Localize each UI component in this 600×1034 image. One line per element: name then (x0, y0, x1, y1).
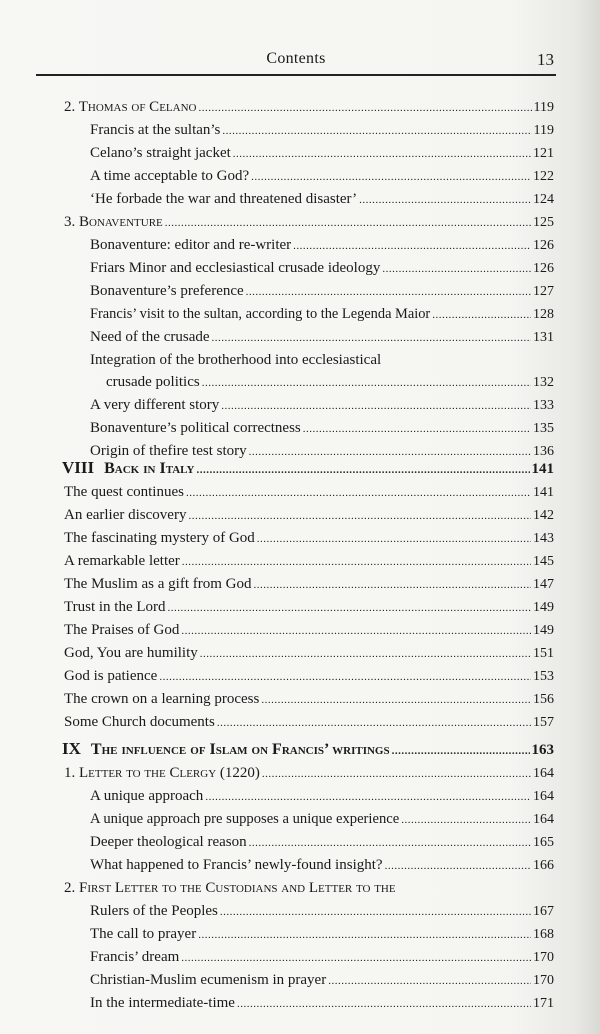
toc-section-heading-line1: 2. First Letter to the Custodians and Letter to the (64, 880, 396, 896)
toc-entry: ‘He forbade the war and threatened disaster’ ..... 124 (90, 188, 554, 210)
toc-chapter-heading: IX The influence of Islam on Francis’ writings ..... 163 (62, 738, 554, 760)
toc-entry: Celano’s straight jacket ..... 121 (90, 142, 554, 164)
toc-entry: Bonaventure: editor and re-writer ..... 126 (90, 234, 554, 256)
toc-entry-line1: Integration of the brotherhood into ecclesiastical (90, 352, 382, 368)
chapter-number: VIII (62, 458, 95, 477)
chapter-title: The influence of Islam on Francis’ writings (90, 741, 390, 758)
chapter-number: IX (62, 739, 81, 758)
toc-entry: Some Church documents ..... 157 (64, 711, 554, 733)
toc-entry: A time acceptable to God? ..... 122 (90, 165, 554, 187)
toc-entry: The Praises of God ..... 149 (64, 619, 554, 641)
toc-entry: A very different story ..... 133 (90, 394, 554, 416)
toc-entry: Francis at the sultan’s ..... 119 (90, 119, 554, 141)
toc-entry: The crown on a learning process ..... 156 (64, 688, 554, 710)
toc-chapter-heading: VIII Back in Italy ..... 141 (62, 457, 554, 479)
toc-entry: Bonaventure’s preference ..... 127 (90, 280, 554, 302)
toc-entry: The fascinating mystery of God ..... 143 (64, 527, 554, 549)
toc-entry: A unique approach pre supposes a unique experience ..... 164 (90, 808, 554, 830)
toc-entry: Origin of thefire test story ..... 136 (90, 440, 554, 462)
toc-entry: Francis’ dream ..... 170 (90, 946, 554, 968)
toc-section-heading: 1. Letter to the Clergy (1220) ..... 164 (64, 762, 554, 784)
toc-entry: An earlier discovery ..... 142 (64, 504, 554, 526)
toc-entry: Trust in the Lord ..... 149 (64, 596, 554, 618)
toc-entry: Friars Minor and ecclesiastical crusade ideology ..... 126 (90, 257, 554, 279)
header-page-number: 13 (537, 50, 554, 69)
toc-entry: A remarkable letter ..... 145 (64, 550, 554, 572)
toc-section-heading: 2. Thomas of Celano ..... 119 (64, 96, 554, 118)
toc-entry: What happened to Francis’ newly-found insight? ..... 166 (90, 854, 554, 876)
toc-entry: Francis’ visit to the sultan, according to the Legenda Maior ..... 128 (90, 303, 554, 325)
toc-entry: The quest continues ..... 141 (64, 481, 554, 503)
running-header (36, 46, 556, 76)
toc-entry: God is patience ..... 153 (64, 665, 554, 687)
toc-section-heading: 3. Bonaventure ..... 125 (64, 211, 554, 233)
toc-entry: The Muslim as a gift from God ..... 147 (64, 573, 554, 595)
toc-entry: Need of the crusade ..... 131 (90, 326, 554, 348)
header-title: Contents (266, 50, 326, 67)
chapter-title: Back in Italy (104, 460, 195, 477)
toc-entry: In the intermediate-time ..... 171 (90, 992, 554, 1014)
toc-entry: Christian-Muslim ecumenism in prayer ..... 170 (90, 969, 554, 991)
toc-entry: A unique approach ..... 164 (90, 785, 554, 807)
toc-entry: Deeper theological reason ..... 165 (90, 831, 554, 853)
toc-entry: Bonaventure’s political correctness ..... 135 (90, 417, 554, 439)
toc-entry: crusade politics ..... 132 (106, 371, 554, 393)
toc-entry: The call to prayer ..... 168 (90, 923, 554, 945)
toc-entry: Rulers of the Peoples ..... 167 (90, 900, 554, 922)
toc-entry: God, You are humility ..... 151 (64, 642, 554, 664)
